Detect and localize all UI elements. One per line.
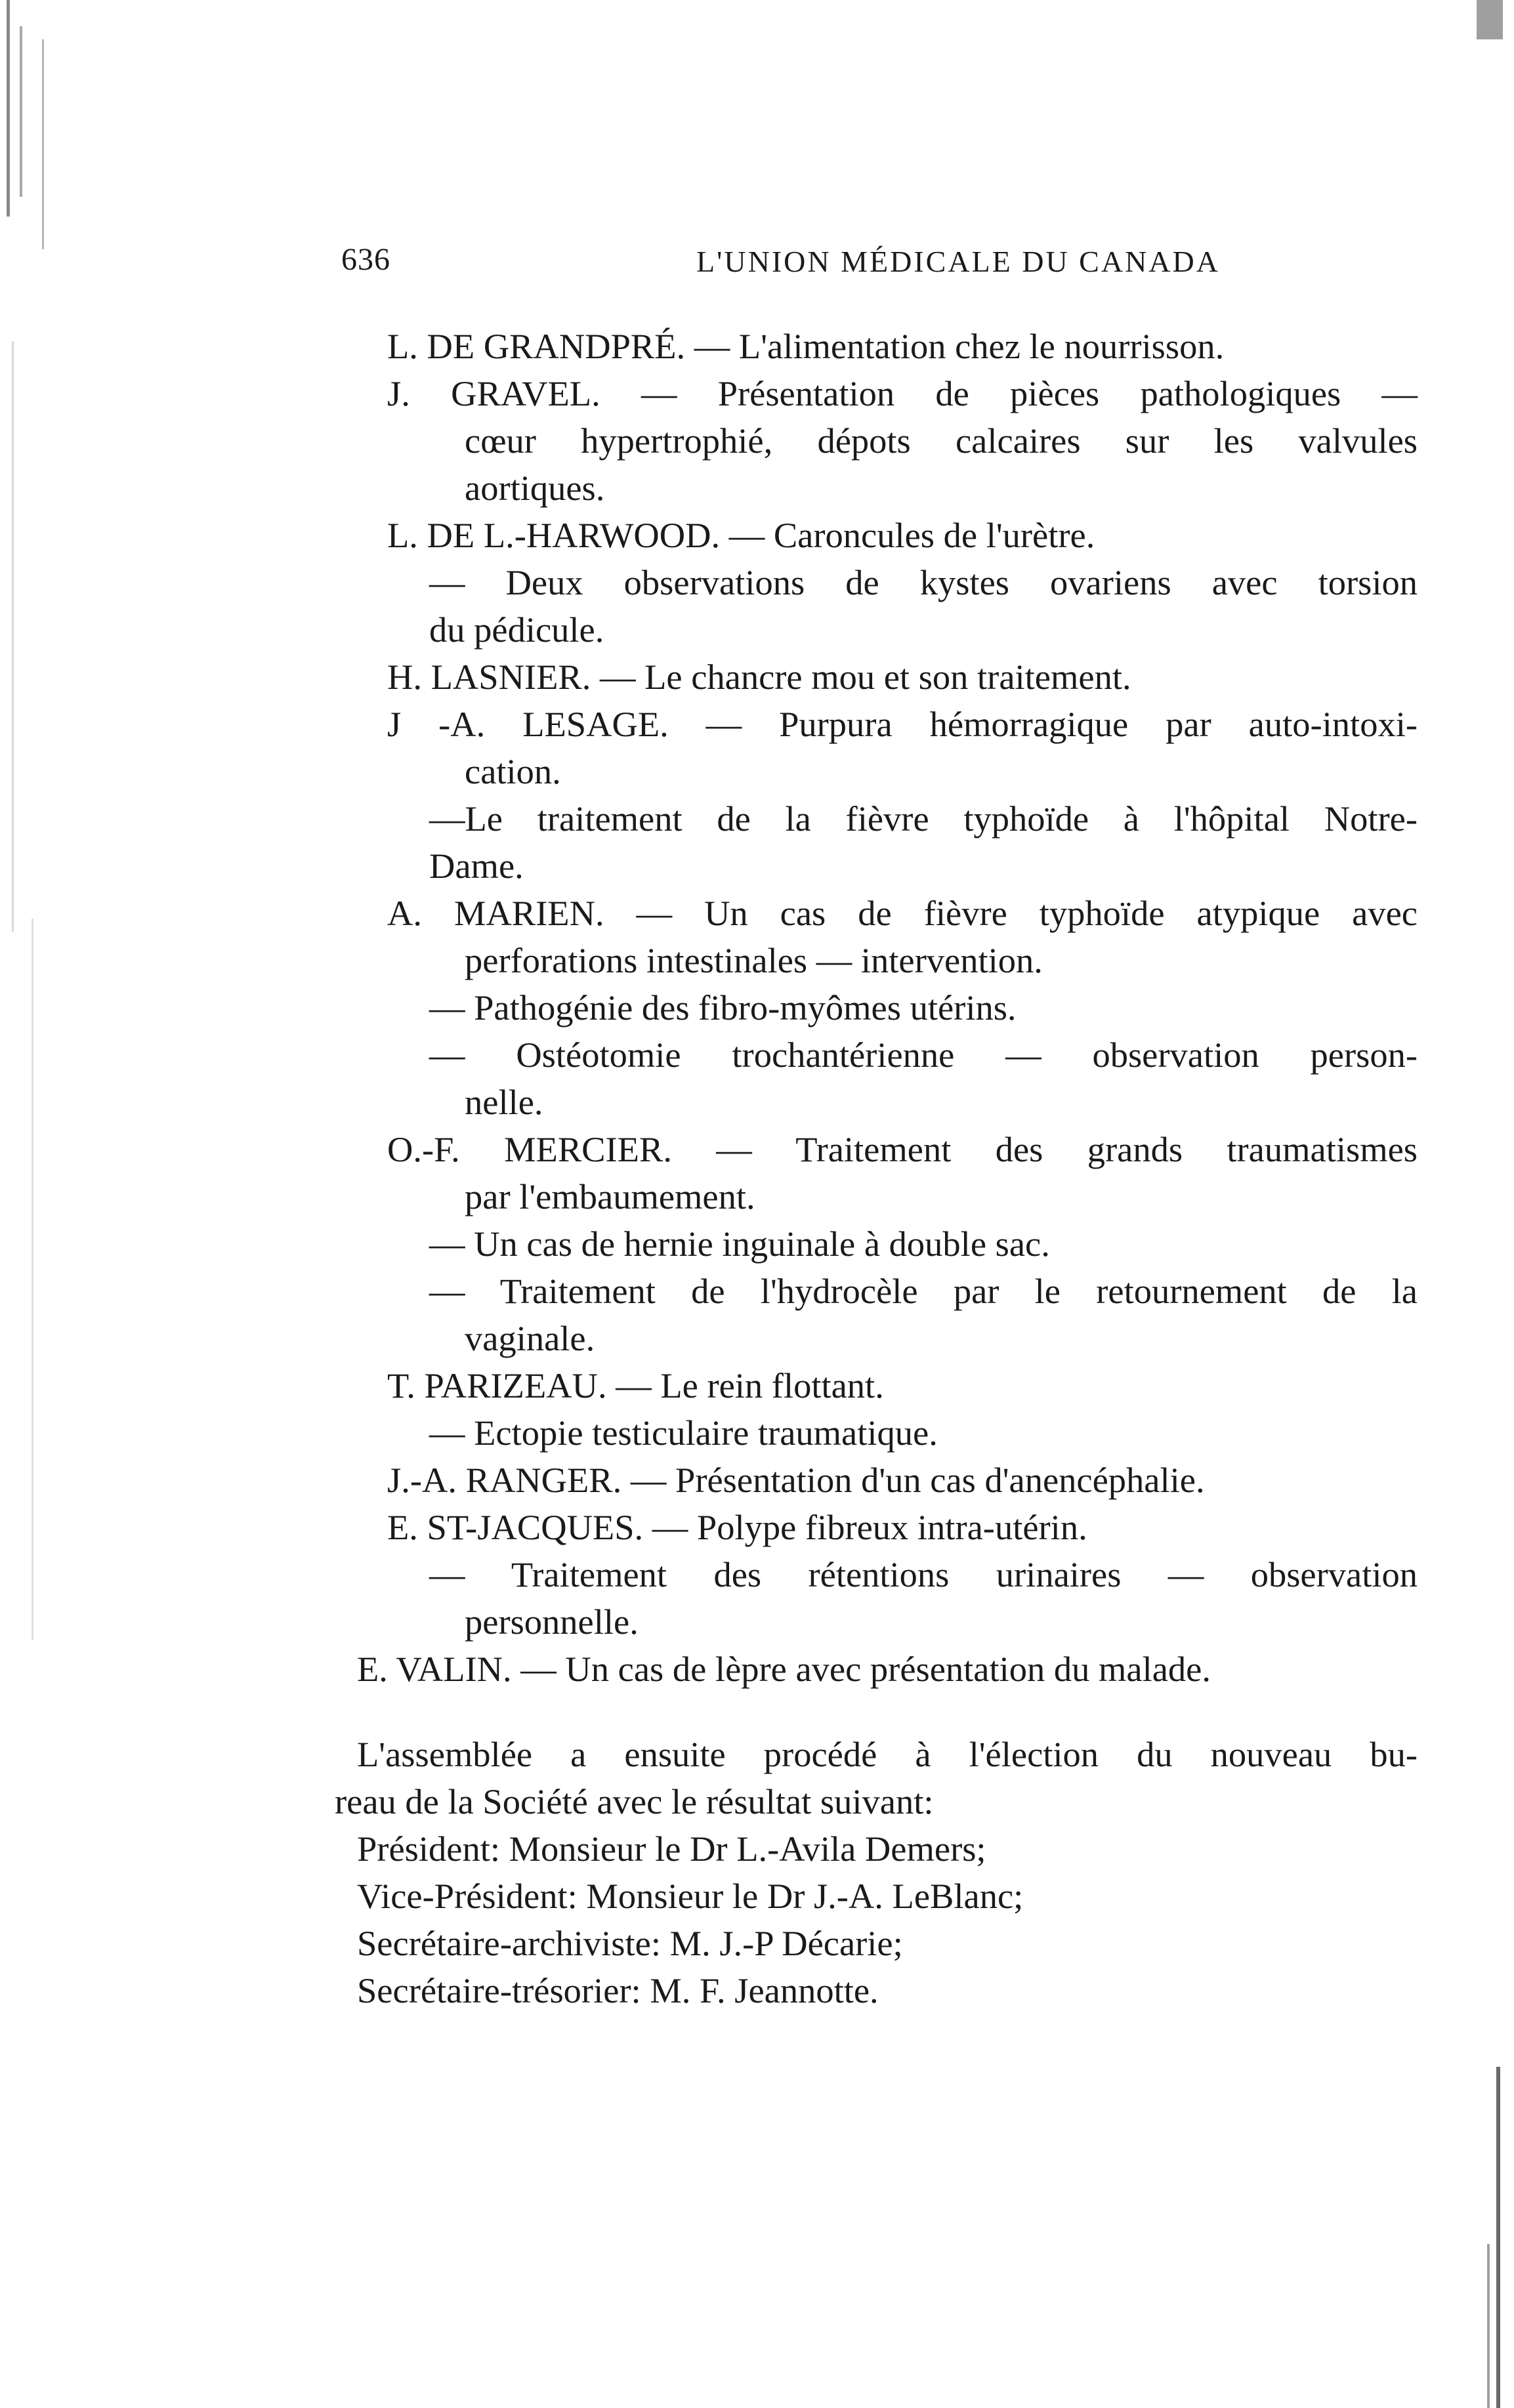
text-line: — Traitement des rétentions urinaires — observation [429,1554,1418,1594]
text-line: du pédicule. [429,610,604,650]
closing-line: reau de la Société avec le résultat suivant: [335,1781,934,1821]
text-line: —Le traitement de la fièvre typhoïde à l'hôpital Notre- [429,799,1418,839]
text-line: — Un cas de hernie inguinale à double sac. [429,1224,1050,1264]
text-line: — Traitement de l'hydrocèle par le retournement de la [429,1271,1418,1311]
page-header [341,241,1418,294]
text-line: Dame. [429,846,524,886]
text-line: par l'embaumement. [465,1176,755,1216]
text-line: — Deux observations de kystes ovariens avec torsion [429,562,1418,602]
scan-edge-mark [42,39,44,249]
text-line: E. VALIN. — Un cas de lèpre avec présentation du malade. [357,1649,1211,1689]
closing-line: Secrétaire-trésorier: M. F. Jeannotte. [357,1970,879,2010]
paragraph-gap [387,1693,1418,1731]
text-line: L. DE GRANDPRÉ. — L'alimentation chez le nourrisson. [387,326,1225,366]
text-line: vaginale. [465,1318,595,1358]
closing-line: Vice-Président: Monsieur le Dr J.-A. LeBlanc; [357,1876,1024,1916]
text-line: J. GRAVEL. — Présentation de pièces pathologiques — [387,373,1418,413]
text-line: A. MARIEN. — Un cas de fièvre typhoïde atypique avec [387,893,1418,933]
text-line: perforations intestinales — intervention. [465,940,1043,980]
text-line: aortiques. [465,468,605,508]
text-line: — Ectopie testiculaire traumatique. [429,1413,938,1453]
scan-edge-mark [1477,0,1503,39]
text-line: L. DE L.-HARWOOD. — Caroncules de l'urètre. [387,515,1095,555]
text-line: — Ostéotomie trochantérienne — observation person- [429,1035,1418,1075]
scan-edge-mark [7,0,10,217]
closing-line: Secrétaire-archiviste: M. J.-P Décarie; [357,1923,903,1963]
text-line: cœur hypertrophié, dépots calcaires sur les valvules [465,421,1418,461]
text-line: nelle. [465,1082,543,1122]
scan-edge-mark [32,919,33,1640]
text-line: T. PARIZEAU. — Le rein flottant. [387,1365,884,1405]
text-line: E. ST-JACQUES. — Polype fibreux intra-utérin. [387,1507,1087,1547]
closing-line: Président: Monsieur le Dr L.-Avila Demers; [357,1829,986,1869]
text-line: O.-F. MERCIER. — Traitement des grands traumatismes [387,1129,1418,1169]
scan-edge-mark [1487,2244,1490,2408]
text-line: — Pathogénie des fibro-myômes utérins. [429,987,1017,1028]
presentation-list [335,323,1418,2014]
closing-line: L'assemblée a ensuite procédé à l'élection du nouveau bu- [357,1734,1418,1774]
text-line: J -A. LESAGE. — Purpura hémorragique par auto-intoxi- [387,704,1418,744]
page-number: 636 [341,242,390,277]
scan-edge-mark [20,26,22,197]
text-line: cation. [465,751,561,791]
text-line: H. LASNIER. — Le chancre mou et son traitement. [387,657,1131,697]
text-line: personnelle. [465,1602,639,1642]
scan-edge-mark [1496,2067,1500,2408]
running-title: L'UNION MÉDICALE DU CANADA [696,245,1220,278]
scan-edge-mark [12,341,14,932]
text-line: J.-A. RANGER. — Présentation d'un cas d'anencéphalie. [387,1460,1205,1500]
